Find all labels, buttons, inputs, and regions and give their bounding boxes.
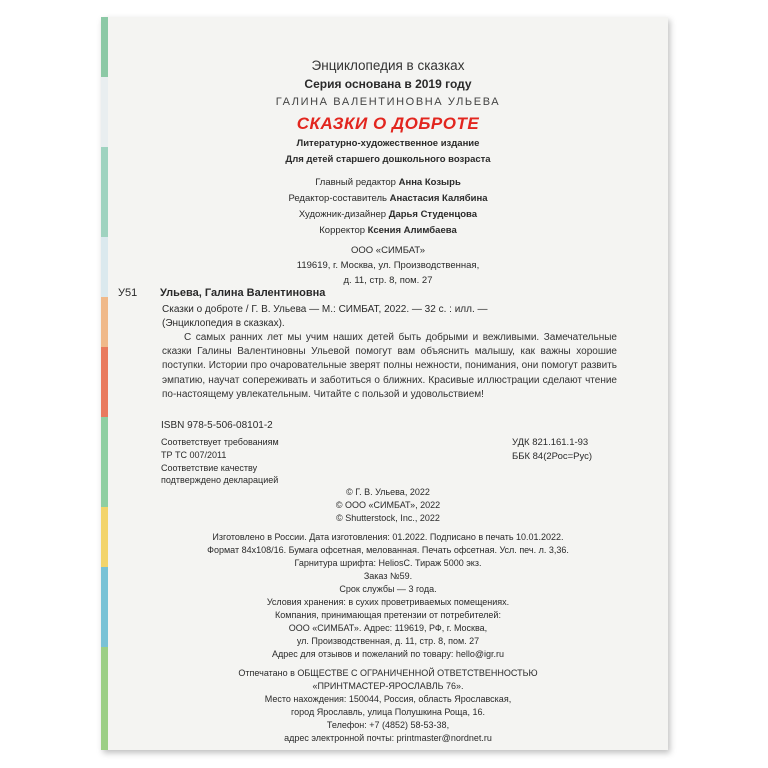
compliance-line: подтверждено декларацией [161,475,279,486]
spine-stripe [101,17,108,77]
imprint-line: Компания, принимающая претензии от потребителей: [275,610,501,620]
printer-line: Телефон: +7 (4852) 58-53-38, [326,720,450,730]
credit-line [108,225,668,236]
spine-stripe [101,297,108,347]
spine-stripe [101,147,108,237]
compliance-line: Соответствует требованиям [161,437,279,447]
printer-line: Отпечатано в ОБЩЕСТВЕ С ОГРАНИЧЕННОЙ ОТВЕТСТВЕННОСТЬЮ [238,668,538,678]
annotation-text: С самых ранних лет мы учим наших детей быть добрыми и вежливыми. Замечательные сказки Галины Валентиновны Ульевой помогут вам объяснить малышу, как важны хорошие поступки. Истории про очаровательные зверят полны нежности, понимания, они помогут развить эмпатию, научат сопереживать и заботиться о ближних. Красивые иллюстрации сделают чтение по-настоящему увлекательным. Читайте с пользой и удовольствием! [162,332,617,400]
credit-person: Анастасия Калябина [389,193,488,204]
credit-role: Главный редактор [315,177,396,188]
credit-person: Дарья Студенцова [388,209,478,220]
imprint-line: Срок службы — 3 года. [339,584,437,594]
publisher-address: д. 11, стр. 8, пом. 27 [343,275,433,286]
book-title: СКАЗКИ О ДОБРОТЕ [296,114,480,133]
printer-line: Место нахождения: 150044, Россия, область Ярославская, [264,694,512,704]
copyright-line: © ООО «СИМБАТ», 2022 [335,500,441,510]
publisher-name: ООО «СИМБАТ» [351,245,425,256]
isbn: ISBN 978-5-506-08101-2 [161,420,273,431]
catalog-code: У51 [118,287,138,299]
spine-edge [101,17,108,750]
printer-line: адрес электронной почты: printmaster@nordnet.ru [284,733,492,743]
printer-line: город Ярославль, улица Полушкина Роща, 16. [291,707,485,717]
spine-stripe [101,417,108,507]
credit-line [108,177,668,188]
imprint-line: Заказ №59. [363,571,413,581]
series-name: Энциклопедия в сказках [311,58,465,73]
credit-role: Художник-дизайнер [298,209,387,220]
imprint-line: Изготовлено в России. Дата изготовления: 01.2022. Подписано в печать 10.01.2022. [212,532,564,542]
spine-stripe [101,347,108,417]
catalog-entry: (Энциклопедия в сказках). [162,318,285,329]
imprint-line: ООО «СИМБАТ». Адрес: 119619, РФ, г. Москва, [288,623,488,633]
credit-line [108,193,668,204]
publisher-address: 119619, г. Москва, ул. Производственная, [296,260,480,271]
imprint-line: Формат 84х108/16. Бумага офсетная, мелованная. Печать офсетная. Усл. печ. л. 3,36. [207,545,569,555]
compliance-line: ТР ТС 007/2011 [161,449,227,460]
printer-line: «ПРИНТМАСТЕР-ЯРОСЛАВЛЬ 76». [312,681,464,691]
credit-line [108,209,668,220]
series-founded: Серия основана в 2019 году [304,77,472,91]
genre-line: Литературно-художественное издание [296,138,480,149]
imprint-line: Адрес для отзывов и пожеланий по товару: hello@igr.ru [271,649,505,659]
bbk-code: ББК 84(2Рос=Рус) [512,450,593,462]
spine-stripe [101,237,108,297]
credit-person: Анна Козырь [398,177,461,188]
spine-stripe [101,507,108,567]
copyright-line: © Shutterstock, Inc., 2022 [336,513,440,523]
book-page [101,17,668,750]
age-line: Для детей старшего дошкольного возраста [285,154,491,165]
compliance-block [161,436,279,487]
compliance-line: Соответствие качеству [161,462,258,473]
credit-person: Ксения Алимбаева [367,225,457,236]
classification-block [512,436,592,463]
author-name: ГАЛИНА ВАЛЕНТИНОВНА УЛЬЕВА [275,96,501,108]
imprint-line: ул. Производственная, д. 11, стр. 8, пом. 27 [296,636,480,646]
spine-stripe [101,647,108,750]
imprint-line: Условия хранения: в сухих проветриваемых помещениях. [266,597,510,607]
imprint-line: Гарнитура шрифта: HeliosC. Тираж 5000 экз. [294,558,482,568]
spine-stripe [101,77,108,147]
credit-role: Корректор [319,225,366,236]
catalog-entry: Сказки о доброте / Г. В. Ульева — М.: СИМБАТ, 2022. — 32 с. : илл. — [162,304,488,315]
credit-role: Редактор-составитель [288,193,387,204]
spine-stripe [101,567,108,647]
udk-code: УДК 821.161.1-93 [512,437,589,448]
catalog-author: Ульева, Галина Валентиновна [160,287,326,299]
copyright-line: © Г. В. Ульева, 2022 [346,487,430,497]
